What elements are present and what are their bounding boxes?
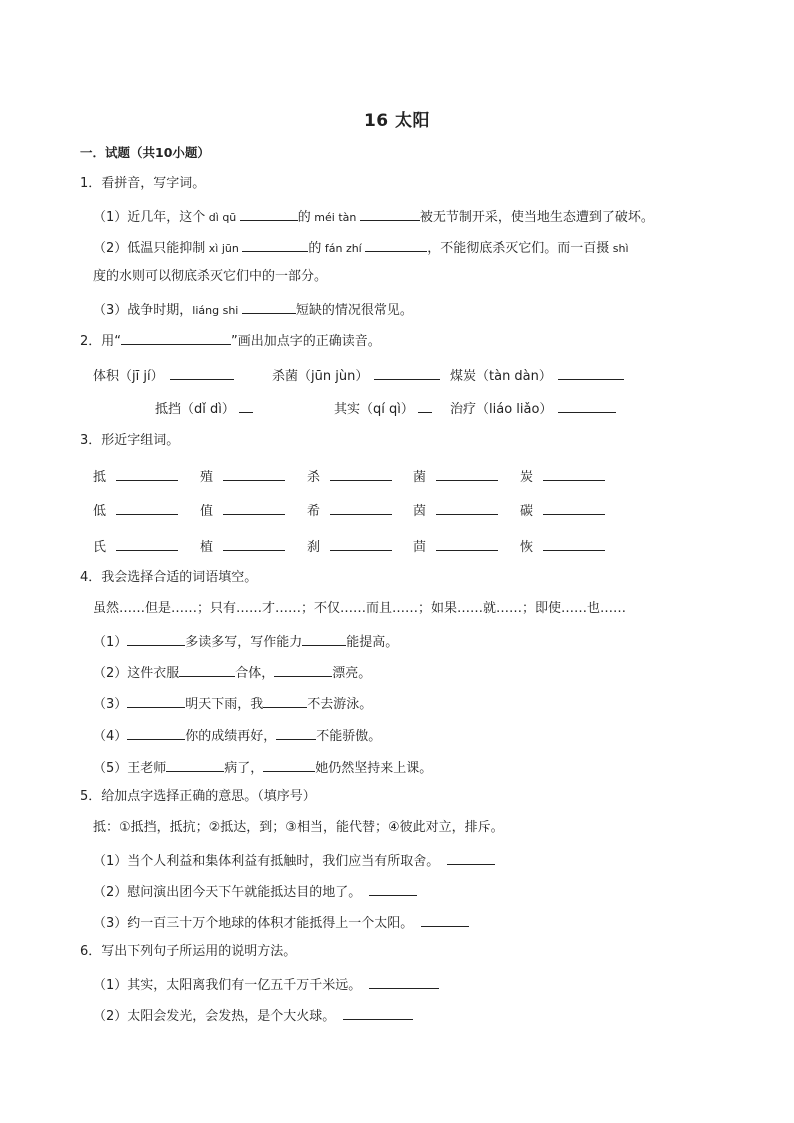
- q5-text: （2）慰问演出团今天下午就能抵达目的地了。: [93, 885, 362, 900]
- answer-blank[interactable]: [276, 726, 316, 740]
- q1-sub1: [93, 207, 654, 226]
- page-title: 16 太阳: [363, 111, 431, 131]
- answer-blank[interactable]: [239, 399, 253, 413]
- q3-cell: [413, 501, 498, 520]
- q1-sub2-text-b: 的: [308, 241, 322, 256]
- answer-blank[interactable]: [360, 207, 420, 221]
- q4-text: 能提高。: [346, 635, 399, 650]
- answer-blank[interactable]: [330, 467, 392, 481]
- answer-blank[interactable]: [436, 467, 498, 481]
- q3-char: 氏: [93, 540, 107, 555]
- answer-blank[interactable]: [242, 300, 296, 314]
- q6-sub2: [93, 1006, 413, 1025]
- q1-stem: 1．看拼音，写字词。: [80, 176, 206, 191]
- answer-blank[interactable]: [374, 366, 440, 380]
- answer-blank[interactable]: [263, 694, 307, 708]
- q2-item: [155, 399, 253, 418]
- q1-sub3: [93, 300, 413, 319]
- pinyin: liáng shi: [192, 304, 242, 317]
- q2-item: [272, 366, 440, 385]
- q3-stem: 3．形近字组词。: [80, 433, 180, 448]
- q3-cell: [93, 537, 178, 556]
- q5-definitions: 抵：①抵挡，抵抗；②抵达，到；③相当，能代替；④彼此对立，排斥。: [93, 820, 504, 835]
- q5-stem: 5．给加点字选择正确的意思。（填序号）: [80, 789, 316, 804]
- q3-cell: [413, 467, 498, 486]
- answer-blank[interactable]: [223, 501, 285, 515]
- pinyin: xì jūn: [205, 242, 243, 255]
- q4-text: 合体，: [235, 666, 275, 681]
- answer-blank[interactable]: [274, 663, 332, 677]
- q3-cell: [520, 501, 605, 520]
- answer-blank[interactable]: [127, 632, 185, 646]
- q6-sub1: [93, 975, 439, 994]
- answer-blank[interactable]: [330, 501, 392, 515]
- q2-item: [334, 399, 432, 418]
- answer-blank[interactable]: [242, 238, 308, 252]
- answer-blank[interactable]: [418, 399, 432, 413]
- q4-text: 你的成绩再好，: [185, 729, 277, 744]
- q3-char: 抵: [93, 470, 107, 485]
- q3-char: 刹: [307, 540, 321, 555]
- answer-blank[interactable]: [240, 207, 298, 221]
- q3-char: 低: [93, 504, 107, 519]
- answer-blank[interactable]: [558, 366, 624, 380]
- q3-char: 菌: [413, 470, 427, 485]
- answer-blank[interactable]: [116, 467, 178, 481]
- answer-blank[interactable]: [447, 851, 495, 865]
- q3-cell: [307, 467, 392, 486]
- answer-blank[interactable]: [263, 758, 315, 772]
- q4-stem: 4．我会选择合适的词语填空。: [80, 570, 258, 585]
- answer-blank[interactable]: [421, 913, 469, 927]
- pinyin: shì: [609, 242, 629, 255]
- answer-blank[interactable]: [365, 238, 427, 252]
- answer-blank[interactable]: [166, 758, 224, 772]
- pinyin: fán zhí: [321, 242, 366, 255]
- q1-sub3-text-a: （3）战争时期，: [93, 303, 193, 318]
- q5-text: （1）当个人利益和集体利益有抵触时，我们应当有所取舍。: [93, 854, 440, 869]
- q5-sub2: [93, 882, 417, 901]
- q4-sub2: [93, 663, 371, 682]
- q1-sub3-text-b: 短缺的情况很常见。: [295, 303, 413, 318]
- q2-item-word: 杀菌（jūn jùn）: [272, 369, 369, 384]
- answer-blank[interactable]: [116, 537, 178, 551]
- q2-item-word: 其实（qí qì）: [334, 402, 414, 417]
- q3-char: 植: [200, 540, 214, 555]
- q1-sub1-text-c: 被无节制开采，使当地生态遭到了破坏。: [419, 210, 654, 225]
- q3-cell: [307, 537, 392, 556]
- q4-text: （3）: [93, 697, 128, 712]
- answer-blank[interactable]: [179, 663, 235, 677]
- q2-item-word: 抵挡（dǐ dì）: [155, 402, 235, 417]
- q2-text-b: ”画出加点字的正确读音。: [231, 334, 381, 349]
- answer-blank[interactable]: [543, 467, 605, 481]
- q3-cell: [200, 467, 285, 486]
- q4-text: （1）: [93, 635, 128, 650]
- q3-char: 希: [307, 504, 321, 519]
- q2-item-word: 煤炭（tàn dàn）: [450, 369, 552, 384]
- q3-char: 碳: [520, 504, 534, 519]
- q1-sub2: [93, 238, 629, 257]
- q4-sub4: [93, 726, 381, 745]
- q6-text: （1）其实，太阳离我们有一亿五千万千米远。: [93, 978, 362, 993]
- q3-cell: [200, 501, 285, 520]
- answer-blank[interactable]: [127, 694, 185, 708]
- q3-char: 殖: [200, 470, 214, 485]
- q4-text: 多读多写，写作能力: [185, 635, 303, 650]
- q3-cell: [200, 537, 285, 556]
- q3-char: 杀: [307, 470, 321, 485]
- q4-sub1: [93, 632, 398, 651]
- answer-blank[interactable]: [302, 632, 346, 646]
- q1-sub2-text-a: （2）低温只能抑制: [93, 241, 206, 256]
- answer-blank[interactable]: [369, 975, 439, 989]
- q2-text-a: 2．用“: [80, 334, 122, 349]
- answer-blank[interactable]: [116, 501, 178, 515]
- answer-blank[interactable]: [436, 501, 498, 515]
- answer-blank[interactable]: [223, 537, 285, 551]
- q4-sub3: [93, 694, 372, 713]
- q6-stem: 6．写出下列句子所运用的说明方法。: [80, 944, 297, 959]
- q1-sub2-text-c: ，不能彻底杀灭它们。而一百摄: [427, 241, 610, 256]
- section-heading: 一．试题（共10小题）: [80, 145, 210, 160]
- answer-blank[interactable]: [127, 726, 185, 740]
- answer-blank[interactable]: [558, 399, 616, 413]
- q5-sub3: [93, 913, 469, 932]
- answer-blank[interactable]: [543, 501, 605, 515]
- q3-char: 恢: [520, 540, 534, 555]
- q4-text: （4）: [93, 729, 128, 744]
- q4-text: 不能骄傲。: [316, 729, 382, 744]
- q4-text: 漂亮。: [332, 666, 372, 681]
- q5-sub1: [93, 851, 495, 870]
- pinyin: méi tàn: [310, 211, 360, 224]
- q6-text: （2）太阳会发光，会发热，是个大火球。: [93, 1009, 336, 1024]
- answer-blank[interactable]: [543, 537, 605, 551]
- q1-sub1-text-a: （1）近几年，这个: [93, 210, 206, 225]
- q3-cell: [93, 501, 178, 520]
- answer-blank[interactable]: [436, 537, 498, 551]
- q4-sub5: [93, 758, 432, 777]
- q4-text: （5）王老师: [93, 761, 167, 776]
- q4-text: 她仍然坚持来上课。: [315, 761, 433, 776]
- q3-char: 值: [200, 504, 214, 519]
- q2-item-word: 治疗（liáo liǎo）: [450, 402, 553, 417]
- q1-sub1-text-b: 的: [297, 210, 311, 225]
- q3-cell: [413, 537, 498, 556]
- q3-cell: [307, 501, 392, 520]
- answer-blank[interactable]: [121, 331, 231, 345]
- q3-char: 茴: [413, 540, 427, 555]
- q1-sub2-cont: 度的水则可以彻底杀灭它们中的一部分。: [93, 269, 328, 284]
- q2-item-word: 体积（jī jí）: [93, 369, 164, 384]
- q3-char: 炭: [520, 470, 534, 485]
- q3-char: 茵: [413, 504, 427, 519]
- q4-text: 病了，: [224, 761, 264, 776]
- q4-options: 虽然……但是……；只有……才……；不仅……而且……；如果……就……；即使……也……: [93, 601, 627, 616]
- q3-cell: [93, 467, 178, 486]
- q2-stem: [80, 331, 381, 350]
- answer-blank[interactable]: [330, 537, 392, 551]
- q4-text: 不去游泳。: [307, 697, 373, 712]
- q3-cell: [520, 467, 605, 486]
- q2-item: [450, 399, 616, 418]
- pinyin: dì qū: [205, 211, 240, 224]
- answer-blank[interactable]: [369, 882, 417, 896]
- q2-item: [450, 366, 624, 385]
- q2-item: [93, 366, 234, 385]
- answer-blank[interactable]: [223, 467, 285, 481]
- q4-text: （2）这件衣服: [93, 666, 180, 681]
- q5-text: （3）约一百三十万个地球的体积才能抵得上一个太阳。: [93, 916, 414, 931]
- answer-blank[interactable]: [343, 1006, 413, 1020]
- answer-blank[interactable]: [170, 366, 234, 380]
- q4-text: 明天下雨，我: [185, 697, 264, 712]
- q3-cell: [520, 537, 605, 556]
